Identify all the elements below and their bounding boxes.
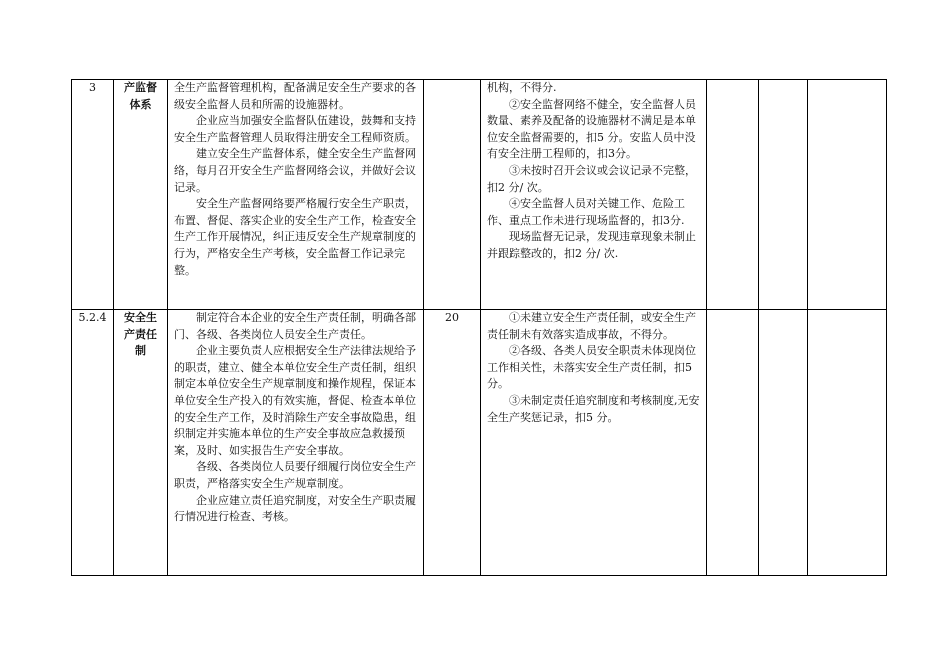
table-row bbox=[72, 310, 887, 576]
empty-cell bbox=[759, 310, 808, 576]
content-paragraph: 各级、各类岗位人员要仔细履行岗位安全生产职责，严格落实安全生产规章制度。 bbox=[174, 460, 416, 490]
content-paragraph: 企业主要负责人应根据安全生产法律法规给予的职责，建立、健全本单位安全生产责任制，组织制定本单位安全生产规章制度和操作规程，保证本单位安全生产投入的有效实施，督促、检查本单位的安全生产工作，及时消除生产安全事故隐患，组织制定并实施本单位的生产安全事故应急救援预案，及时、如实报告生产安全事故。 bbox=[174, 344, 416, 457]
item-number: 5.2.4 bbox=[72, 310, 114, 576]
item-number: 3 bbox=[72, 80, 114, 310]
empty-cell bbox=[808, 80, 887, 310]
item-content bbox=[168, 310, 424, 576]
item-criteria bbox=[481, 80, 707, 310]
content-paragraph: 建立安全生产监督体系，健全安全生产监督网络，每月召开安全生产监督网络会议，并做好会议记录。 bbox=[174, 147, 416, 194]
empty-cell bbox=[707, 310, 759, 576]
empty-cell bbox=[759, 80, 808, 310]
content-paragraph: 企业应当加强安全监督队伍建设，鼓舞和支持安全生产监督管理人员取得注册安全工程师资质。 bbox=[174, 114, 416, 144]
item-content bbox=[168, 80, 424, 310]
criteria-paragraph: ②各级、各类人员安全职责未体现岗位工作相关性，未落实安全生产责任制，扣5 分。 bbox=[487, 344, 696, 391]
empty-cell bbox=[707, 80, 759, 310]
content-paragraph: 全生产监督管理机构，配备满足安全生产要求的各级安全监督人员和所需的设施器材。 bbox=[174, 81, 416, 111]
standard-table bbox=[71, 79, 887, 576]
criteria-paragraph: ②安全监督网络不健全，安全监督人员数量、素养及配备的设施器材不满足是本单位安全监督需要的，扣5 分。安监人员中没有安全注册工程师的，扣3分。 bbox=[487, 97, 696, 161]
empty-cell bbox=[808, 310, 887, 576]
content-paragraph: 企业应建立责任追究制度，对安全生产职责履行情况进行检查、考核。 bbox=[174, 493, 416, 524]
item-name: 产监督体系 bbox=[114, 80, 168, 310]
table-row bbox=[72, 80, 887, 310]
criteria-paragraph: ③未制定责任追究制度和考核制度,无安全生产奖惩记录，扣5 分。 bbox=[487, 393, 700, 424]
content-paragraph: 安全生产监督网络要严格履行安全生产职责，布置、督促、落实企业的安全生产工作，检查安全生产工作开展情况，纠正违反安全生产规章制度的行为，严格安全生产考核，安全监督工作记录完整。 bbox=[174, 197, 416, 277]
criteria-paragraph: 现场监督无记录，发现违章现象未制止并跟踪整改的，扣2 分/ 次. bbox=[487, 230, 696, 260]
criteria-paragraph: 机构，不得分. bbox=[487, 81, 557, 94]
criteria-paragraph: ③未按时召开会议或会议记录不完整，扣2 分/ 次。 bbox=[487, 163, 696, 194]
item-criteria bbox=[481, 310, 707, 576]
content-paragraph: 制定符合本企业的安全生产责任制，明确各部门、各级、各类岗位人员安全生产责任。 bbox=[174, 311, 416, 341]
item-score: 20 bbox=[424, 310, 481, 576]
item-name: 安全生产责任制 bbox=[114, 310, 168, 576]
criteria-paragraph: ①未建立安全生产责任制，或安全生产责任制未有效落实造成事故，不得分。 bbox=[487, 311, 696, 341]
criteria-paragraph: ④安全监督人员对关键工作、危险工作、重点工作未进行现场监督的，扣3分. bbox=[487, 197, 685, 227]
item-score bbox=[424, 80, 481, 310]
